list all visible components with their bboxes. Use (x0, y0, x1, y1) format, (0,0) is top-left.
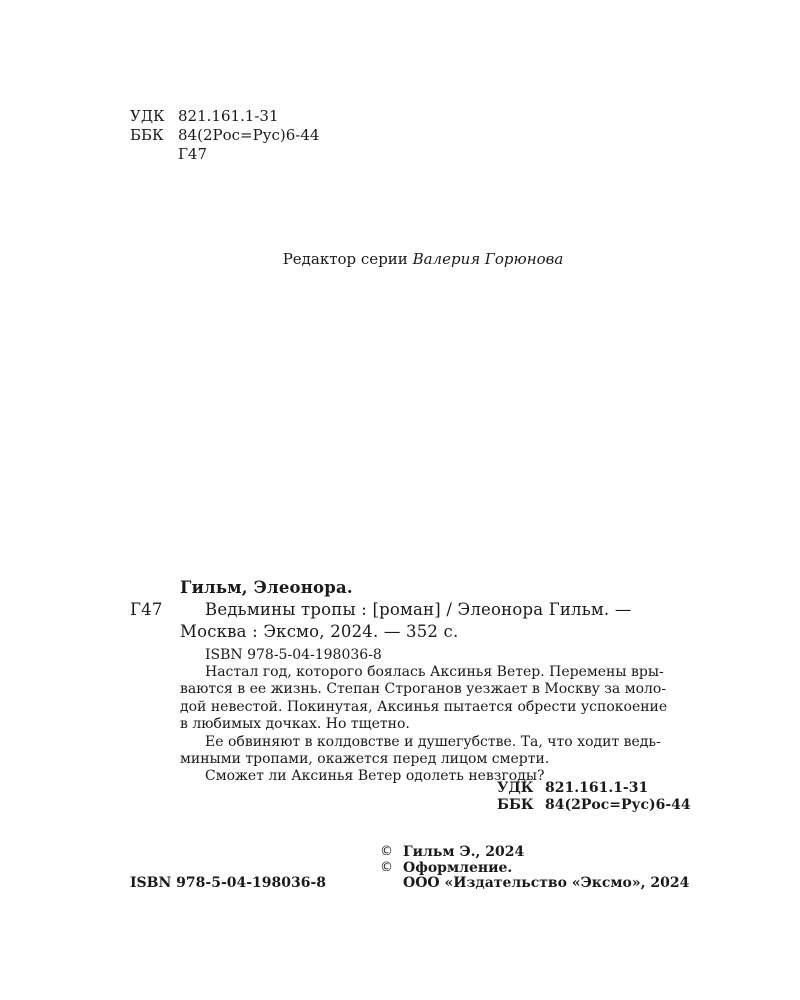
annotation-line: дой невестой. Покинутая, Аксинья пытается обрести успокоение (180, 698, 668, 715)
record-bbk-label: ББК (497, 797, 534, 813)
annotation (180, 664, 720, 786)
record-author-sign: Г47 (130, 600, 163, 619)
series-editor-name: Валерия Горюнова (412, 250, 564, 268)
copyright-publisher: ООО «Издательство «Эксмо», 2024 (403, 875, 690, 891)
record-bbk-value: 84(2Рос=Рус)6-44 (545, 797, 691, 813)
annotation-line: ваются в ее жизнь. Степан Строганов уезжает в Москву за моло- (180, 681, 667, 698)
top-bbk-value: 84(2Рос=Рус)6-44 (178, 126, 320, 144)
record-title-line: Ведьмины тропы : [роман] / Элеонора Гильм. — (205, 600, 632, 619)
annotation-line: Ее обвиняют в колдовстве и душегубстве. Та, что ходит ведь- (205, 733, 661, 750)
annotation-line: Настал год, которого боялась Аксинья Ветер. Перемены вры- (205, 664, 664, 680)
series-editor (0, 250, 800, 268)
record-udk-value: 821.161.1-31 (545, 780, 649, 796)
copyright-sign: © (380, 860, 393, 875)
annotation-line: миными тропами, окажется перед лицом смерти. (180, 751, 550, 768)
annotation-line: Сможет ли Аксинья Ветер одолеть невзгоды? (205, 768, 545, 785)
series-editor-prefix: Редактор серии (282, 250, 408, 268)
bottom-isbn: ISBN 978-5-04-198036-8 (130, 875, 327, 891)
record-udk-label: УДК (497, 780, 534, 796)
record-author: Гильм, Элеонора. (180, 578, 353, 597)
top-author-sign: Г47 (178, 145, 208, 163)
annotation-line: в любимых дочках. Но тщетно. (180, 716, 410, 733)
copyright-design: Оформление. (403, 860, 513, 876)
record-isbn: ISBN 978-5-04-198036-8 (205, 647, 382, 663)
copyright-author: Гильм Э., 2024 (403, 844, 525, 860)
record-publication-line: Москва : Эксмо, 2024. — 352 с. (180, 622, 459, 641)
top-bbk-label: ББК (130, 126, 164, 144)
top-udk-value: 821.161.1-31 (178, 107, 279, 125)
copyright-sign: © (380, 844, 393, 859)
top-udk-label: УДК (130, 107, 165, 125)
